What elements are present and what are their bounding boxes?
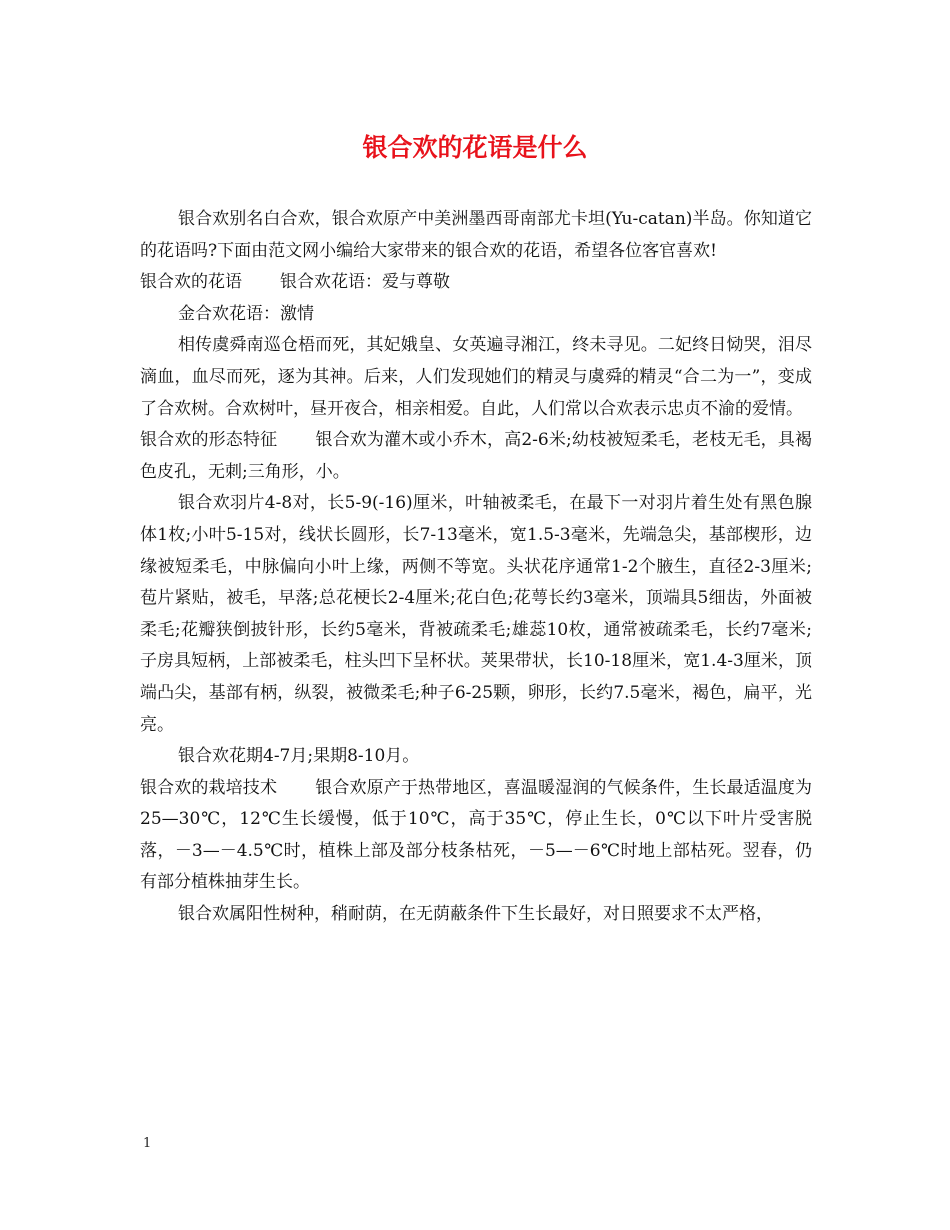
section-cultivation <box>140 773 812 899</box>
section-heading-cultivation: 银合欢的栽培技术 <box>140 777 278 798</box>
section-heading-flower-language: 银合欢的花语 <box>140 272 242 293</box>
page-number: 1 <box>143 1136 152 1151</box>
document-body <box>140 204 812 931</box>
intro-paragraph: 银合欢别名白合欢，银合欢原产中美洲墨西哥南部尤卡坦(Yu-catan)半岛。你知道它的花语吗?下面由范文网小编给大家带来的银合欢的花语，希望各位客官喜欢! <box>140 209 812 261</box>
section-flower-language <box>140 267 812 299</box>
flowering-period-paragraph: 银合欢花期4-7月;果期8-10月。 <box>178 746 420 767</box>
section-text-cultivation: 银合欢原产于热带地区，喜温暖湿润的气候条件，生长最适温度为25—30℃，12℃生长缓慢，低于10℃，高于35℃，停止生长，0℃以下叶片受害脱落，－3—－4.5℃时，植株上部及部分枝条枯死，－5—－6℃时地上部枯死。翌春，仍有部分植株抽芽生长。 <box>140 777 813 893</box>
morphology-detail-paragraph: 银合欢羽片4-8对，长5-9(-16)厘米，叶轴被柔毛，在最下一对羽片着生处有黑色腺体1枚;小叶5-15对，线状长圆形，长7-13毫米，宽1.5-3毫米，先端急尖，基部楔形，边缘被短柔毛，中脉偏向小叶上缘，两侧不等宽。头状花序通常1-2个腋生，直径2-3厘米;苞片紧贴，被毛，早落;总花梗长2-4厘米;花白色;花萼长约3毫米，顶端具5细齿，外面被柔毛;花瓣狭倒披针形，长约5毫米，背被疏柔毛;雄蕊10枚，通常被疏柔毛，长约7毫米;子房具短柄，上部被柔毛，柱头凹下呈杯状。荚果带状，长10-18厘米，宽1.4-3厘米，顶端凸尖，基部有柄，纵裂，被微柔毛;种子6-25颗，卵形，长约7.5毫米，褐色，扁平，光亮。 <box>140 493 812 735</box>
section-morphology <box>140 425 812 488</box>
section-text-morphology: 银合欢为灌木或小乔木，高2-6米;幼枝被短柔毛，老枝无毛，具褐色皮孔，无刺;三角形，小。 <box>140 430 813 482</box>
section-heading-morphology: 银合欢的形态特征 <box>140 430 278 451</box>
section-text-flower-language: 银合欢花语：爱与尊敬 <box>280 272 450 293</box>
page-title: 银合欢的花语是什么 <box>362 133 588 162</box>
light-requirement-paragraph: 银合欢属阳性树种，稍耐荫，在无荫蔽条件下生长最好，对日照要求不太严格， <box>178 904 773 925</box>
acacia-flower-language-paragraph: 金合欢花语：激情 <box>178 303 314 324</box>
legend-paragraph: 相传虞舜南巡仓梧而死，其妃娥皇、女英遍寻湘江，终未寻见。二妃终日恸哭，泪尽滴血，血尽而死，逐为其神。后来，人们发现她们的精灵与虞舜的精灵“合二为一”，变成了合欢树。合欢树叶，昼开夜合，相亲相爱。自此，人们常以合欢表示忠贞不渝的爱情。 <box>140 335 812 419</box>
